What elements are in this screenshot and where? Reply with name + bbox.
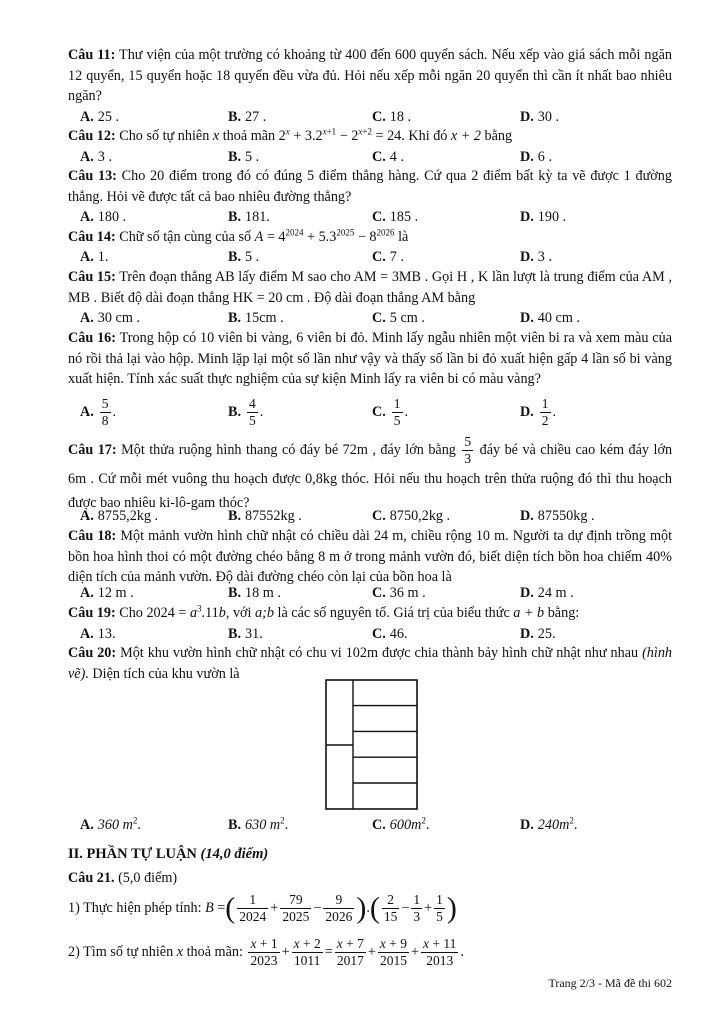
question-11 xyxy=(68,45,672,107)
question-18 xyxy=(68,526,672,588)
question-13-options xyxy=(80,207,680,227)
question-text: Trên đoạn thẳng AB lấy điểm M sao cho AM = 3MB . Gọi H , K lần lượt là trung điểm của AM , MB . Biết độ dài đoạn thẳng HK = 20 cm . Độ dài đoạn thẳng AM bằng xyxy=(68,269,672,306)
option-d[interactable]: D. 3 . xyxy=(520,249,552,265)
question-text: Thư viện của một trường có khoảng từ 400 đến 600 quyển sách. Nếu xếp vào giá sách mỗi ngăn 12 quyển, 15 quyển hoặc 18 quyển đều vừa đủ. Hỏi nếu xếp mỗi ngăn 20 quyển thì cần ít nhất bao nhiêu ngăn? xyxy=(68,47,672,104)
question-text: thoả mãn xyxy=(222,128,276,144)
question-12-options xyxy=(80,147,680,167)
option-d[interactable]: D. 190 . xyxy=(520,209,567,225)
question-14 xyxy=(68,227,672,248)
option-a[interactable]: A. 180 . xyxy=(80,209,127,225)
option-b[interactable]: B. $\frac{4}{5}$ . xyxy=(228,396,264,428)
option-d[interactable]: D. 30 . xyxy=(520,109,560,125)
question-text: Diện tích của khu vườn là xyxy=(92,665,240,682)
option-a[interactable]: A. 13. xyxy=(80,626,116,642)
question-label: Câu 14: xyxy=(68,229,116,245)
question-21-part-2 xyxy=(68,932,672,972)
math-vars: a;b xyxy=(255,605,274,621)
option-d[interactable]: D. 6 . xyxy=(520,149,552,165)
option-c[interactable]: C. $600m^2$. xyxy=(372,815,430,833)
question-text: Cho xyxy=(119,605,143,621)
option-a[interactable]: A. 1. xyxy=(80,249,109,265)
question-17 xyxy=(68,434,672,515)
question-label: Câu 19: xyxy=(68,605,116,621)
question-21-part-1 xyxy=(68,888,672,928)
option-c[interactable]: C. 185 . xyxy=(372,209,419,225)
question-label: Câu 18: xyxy=(68,528,117,544)
page-footer: Trang 2/3 - Mã đề thi 602 xyxy=(548,976,672,990)
option-d[interactable]: D. $240m^2$. xyxy=(520,815,578,833)
option-b[interactable]: B. 630 $m^2$. xyxy=(228,815,289,833)
question-text: Cho 20 điểm trong đó có đúng 5 điểm thẳng hàng. Cứ qua 2 điểm bất kỳ ta vẽ được 1 đường thẳng. Hỏi vẽ được tất cả bao nhiêu đường thẳng? xyxy=(68,168,672,205)
option-d[interactable]: D. 40 cm . xyxy=(520,310,580,326)
question-15-options xyxy=(80,308,680,328)
option-b[interactable]: B. 5 . xyxy=(228,149,260,165)
figure-hint: (hình vẽ). xyxy=(68,645,673,682)
option-c[interactable]: C. 7 . xyxy=(372,249,404,265)
question-points: (5,0 điểm) xyxy=(118,870,178,886)
question-16-options xyxy=(80,396,680,434)
question-16 xyxy=(68,328,672,390)
option-b[interactable]: B. 5 . xyxy=(228,249,260,265)
question-11-options xyxy=(80,107,680,127)
option-a[interactable]: A. $\frac{5}{8}$ . xyxy=(80,396,117,428)
part-text: 1) Thực hiện phép tính: xyxy=(68,900,202,916)
question-label: Câu 16: xyxy=(68,330,116,346)
question-text: Trong hộp có 10 viên bi vàng, 6 viên bi đỏ. Minh lấy ngẫu nhiên một viên bi ra và xem màu của nó rồi thả lại vào hộp. Minh lặp lại một số lần như vậy và thấy số lần bi đỏ xuất hiện gấp 4 lần số bi vàng xuất hiện. Tính xác suất thực nghiệm của sự kiện Minh lấy ra viên bi có màu vàng? xyxy=(68,330,672,387)
question-label: Câu 15: xyxy=(68,269,116,285)
option-b[interactable]: B. 15cm . xyxy=(228,310,284,326)
question-15 xyxy=(68,267,672,308)
question-text: Chữ số tận cùng của số xyxy=(119,229,252,245)
question-text: là xyxy=(398,229,409,245)
option-b[interactable]: B. 181. xyxy=(228,209,270,225)
option-d[interactable]: D. 24 m . xyxy=(520,585,574,601)
question-label: Câu 17: xyxy=(68,441,117,458)
question-text: bằng: xyxy=(547,605,580,621)
option-a[interactable]: A. 8755,2kg . xyxy=(80,508,159,524)
option-a[interactable]: A. 3 . xyxy=(80,149,112,165)
option-b[interactable]: B. 27 . xyxy=(228,109,267,125)
question-label: Câu 13: xyxy=(68,168,117,184)
question-label: Câu 20: xyxy=(68,645,117,661)
question-20-options xyxy=(80,815,680,835)
garden-figure xyxy=(325,679,418,810)
option-c[interactable]: C. $\frac{1}{5}$ . xyxy=(372,396,409,428)
question-text: Một mảnh vườn hình chữ nhật có chiều dài 24 m, chiều rộng 10 m. Người ta dự định trồng một bồn hoa hình thoi có một đường chéo bằng 8 m ở trong mảnh vườn đó, biết diện tích bồn hoa chiếm 40% diện tích của mảnh vườn. Độ dài đường chéo còn lại của bồn hoa là xyxy=(68,528,673,585)
math-var: x xyxy=(176,944,184,960)
option-a[interactable]: A. 360 $m^2$. xyxy=(80,815,141,833)
question-label: Câu 21. xyxy=(68,870,115,886)
option-a[interactable]: A. 30 cm . xyxy=(80,310,140,326)
math-expression: $A = 4^{2024} + 5.3^{2025} - 8^{2026}$ xyxy=(254,227,395,245)
question-text: Cho số tự nhiên xyxy=(119,128,210,144)
question-text: bằng xyxy=(484,128,513,144)
math-equation: $2024 = a^3.11b$ xyxy=(146,603,226,621)
option-a[interactable]: A. 12 m . xyxy=(80,585,134,601)
question-13 xyxy=(68,166,672,207)
part-text: 2) Tìm số tự nhiên xyxy=(68,944,174,960)
option-d[interactable]: D. $\frac{1}{2}$ . xyxy=(520,396,557,428)
question-text: . Khi đó xyxy=(401,128,448,144)
question-21 xyxy=(68,868,672,889)
fraction: $\frac{5}{3}$ xyxy=(464,434,472,466)
option-c[interactable]: C. 36 m . xyxy=(372,585,426,601)
option-c[interactable]: C. 4 . xyxy=(372,149,404,165)
part-text: thoả mãn: xyxy=(186,944,243,960)
question-text: là các số nguyên tố. Giá trị của biểu thức xyxy=(277,605,510,621)
question-text: đáy bé và chiều cao kém đáy lớn 6m . Cứ mỗi mét vuông thu hoạch được 0,8kg thóc. Hỏi nếu thu hoạch trên thửa ruộng đó thì thu hoạch được bao nhiêu ki-lô-gam thóc? xyxy=(68,441,673,511)
question-14-options xyxy=(80,247,680,267)
option-c[interactable]: C. 18 . xyxy=(372,109,412,125)
question-label: Câu 11: xyxy=(68,47,116,63)
math-expression: x + 2 xyxy=(450,128,481,144)
math-equation: $2^x + 3.2^{x+1} - 2^{x+2} = 24$ xyxy=(278,126,402,144)
section-heading: II. PHẦN TỰ LUẬN (14,0 điểm) xyxy=(68,846,269,862)
question-label: Câu 12: xyxy=(68,128,116,144)
option-b[interactable]: B. 18 m . xyxy=(228,585,281,601)
option-c[interactable]: C. 8750,2kg . xyxy=(372,508,451,524)
question-text: Một thửa ruộng hình thang có đáy bé 72m , đáy lớn bằng xyxy=(121,441,456,458)
math-equation: $\frac{x + 1}{2023}$ + $\frac{x + 2}{1011}$ = $\frac{x + 7}{2017}$ + $\frac{x + 9}{2015}$ + $\frac{x + 11}{2013}$ . xyxy=(250,936,464,969)
option-c[interactable]: C. 46. xyxy=(372,626,408,642)
option-a[interactable]: A. 25 . xyxy=(80,109,120,125)
math-expression: B =( $\frac{1}{2024}$ + $\frac{79}{2025}$ − $\frac{9}{2026}$ ).( $\frac{2}{15}$ − $\frac{1}{3}$ + $\frac{1}{5}$ ) xyxy=(205,891,457,925)
option-b[interactable]: B. 87552kg . xyxy=(228,508,302,524)
option-d[interactable]: D. 25. xyxy=(520,626,556,642)
math-var: x xyxy=(212,128,220,144)
question-19 xyxy=(68,603,672,624)
math-expression: a + b xyxy=(513,605,545,621)
question-18-options xyxy=(80,583,680,603)
option-c[interactable]: C. 5 cm . xyxy=(372,310,425,326)
question-text: , với xyxy=(225,605,252,621)
question-19-options xyxy=(80,624,680,644)
question-20 xyxy=(68,643,672,684)
question-text: Một khu vườn hình chữ nhật có chu vi 102m được chia thành bảy hình chữ nhật như nhau xyxy=(120,645,639,661)
option-b[interactable]: B. 31. xyxy=(228,626,263,642)
question-12 xyxy=(68,126,672,147)
question-17-options xyxy=(80,506,680,526)
option-d[interactable]: D. 87550kg . xyxy=(520,508,595,524)
